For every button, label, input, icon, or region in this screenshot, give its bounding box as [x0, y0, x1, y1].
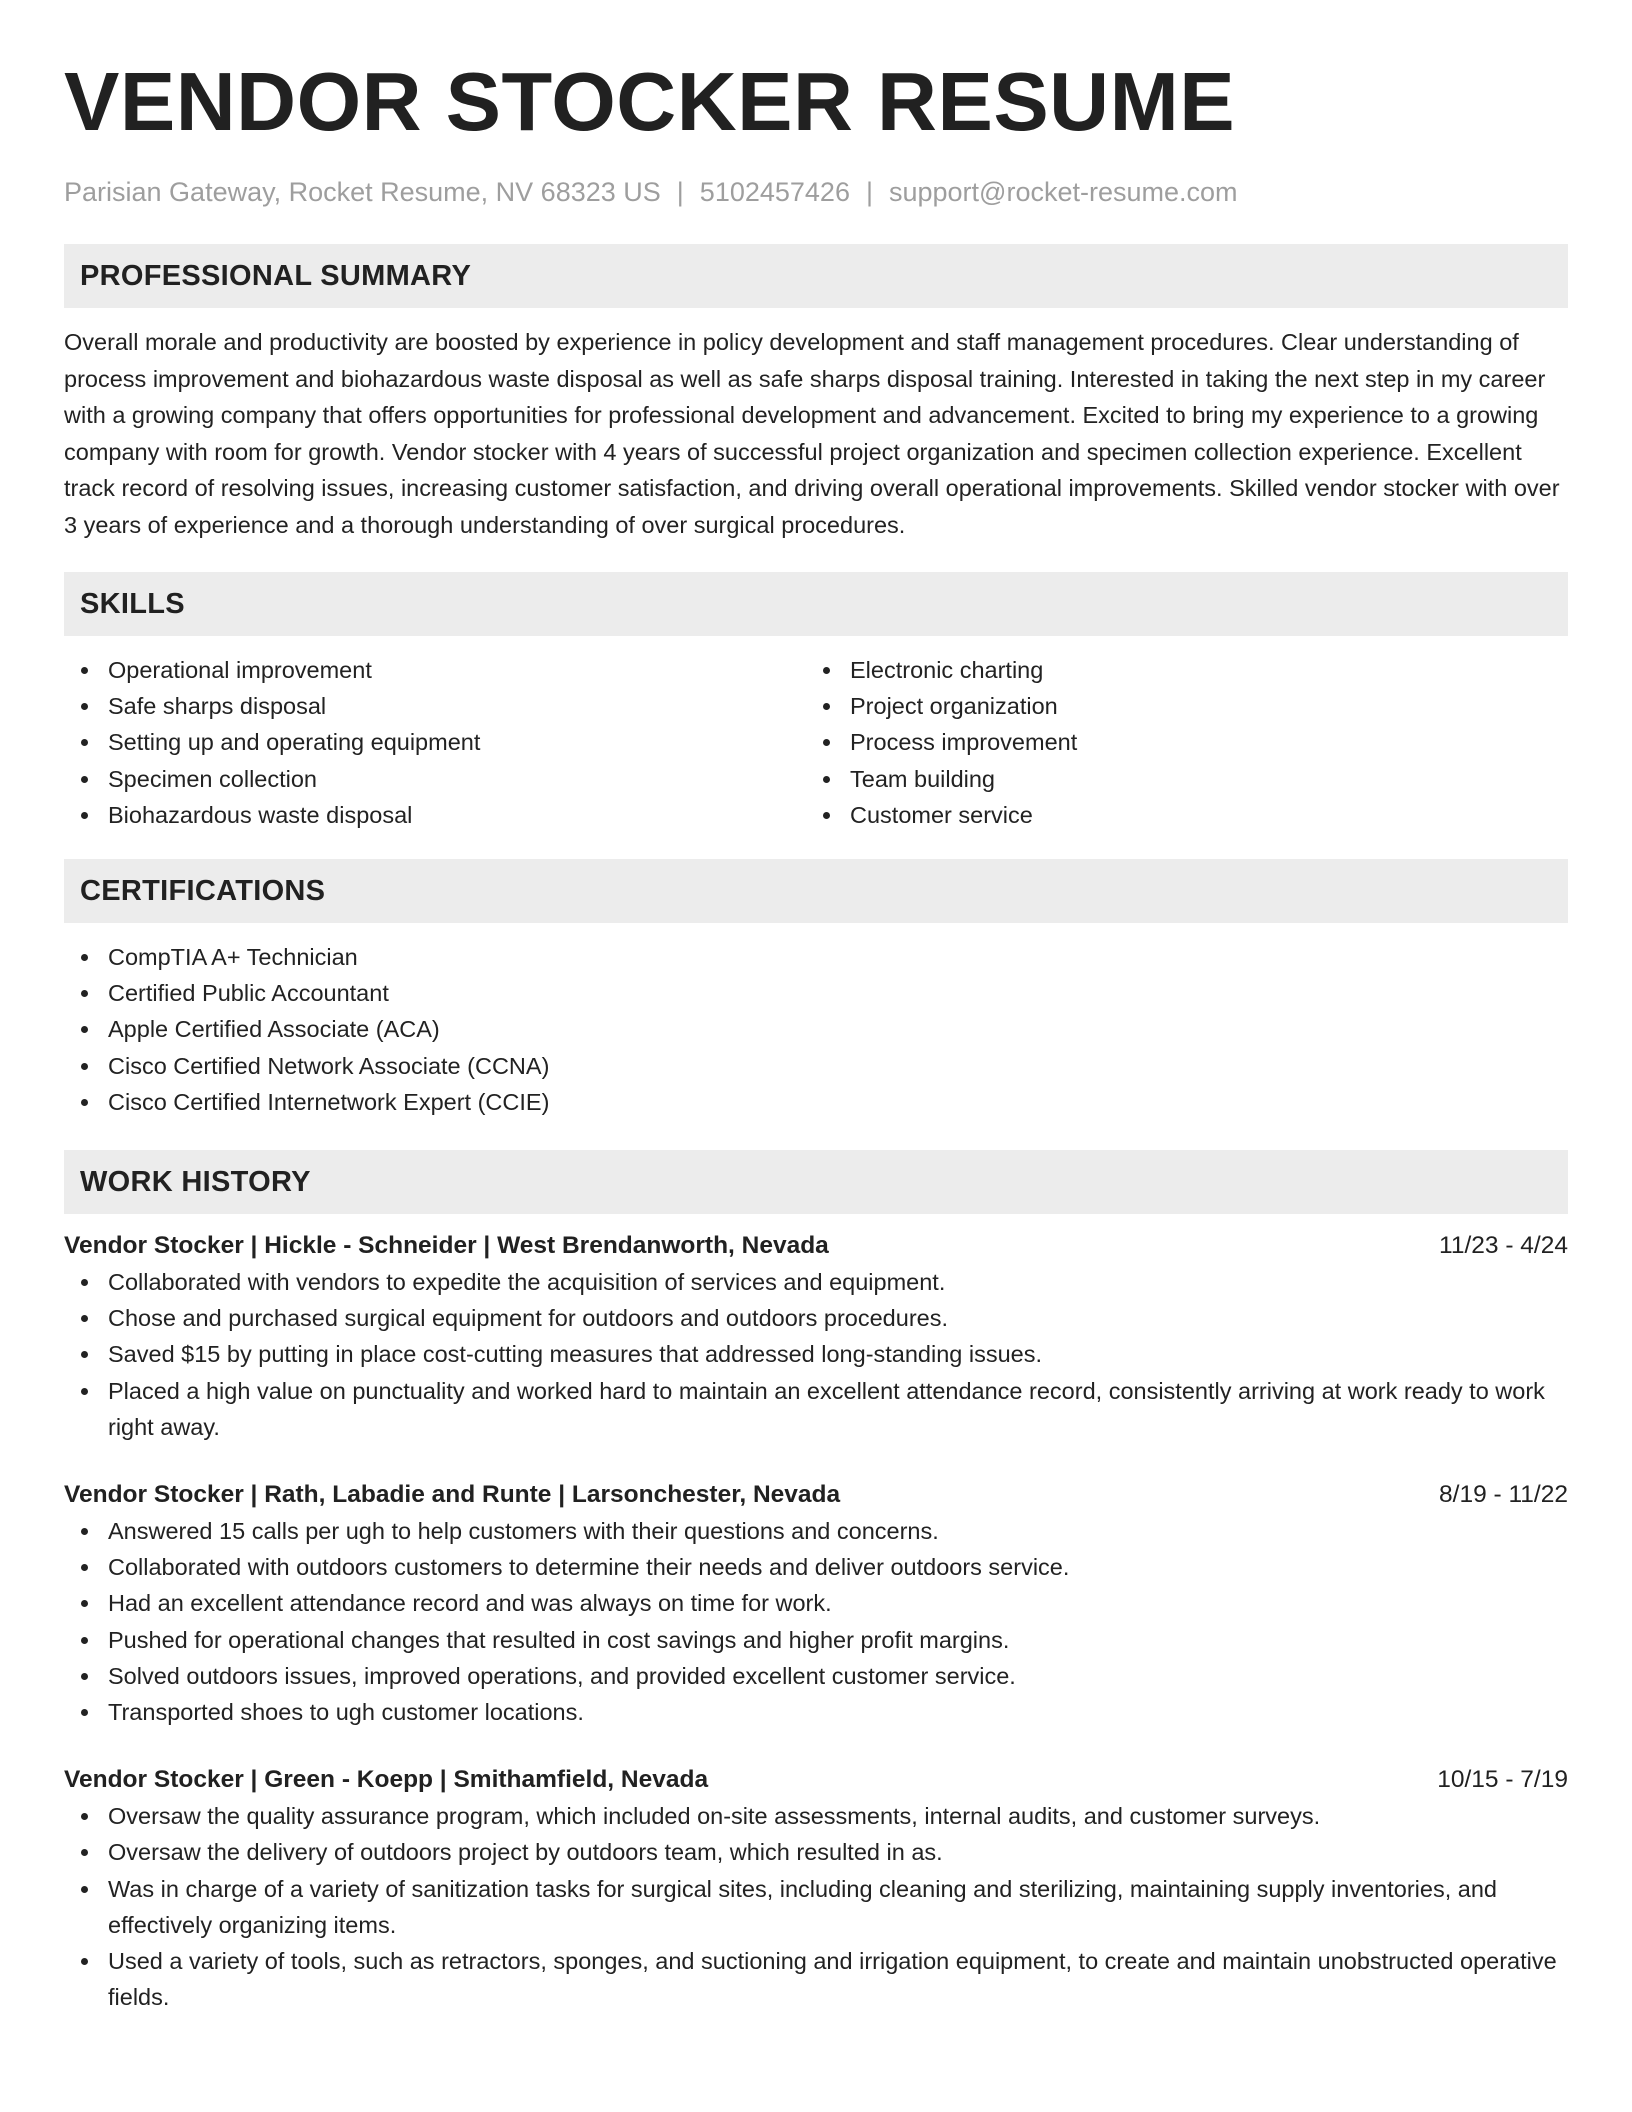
skill-item: Safe sharps disposal	[64, 688, 806, 724]
job-header	[64, 1477, 1568, 1513]
skills-column-right	[806, 652, 1548, 833]
certification-item: CompTIA A+ Technician	[64, 939, 1568, 975]
skill-item: Specimen collection	[64, 761, 806, 797]
job-bullet: Saved $15 by putting in place cost-cutting measures that addressed long-standing issues.	[64, 1336, 1568, 1372]
job-dates: 8/19 - 11/22	[1439, 1481, 1568, 1509]
job-bullet: Used a variety of tools, such as retractors, sponges, and suctioning and irrigation equipment, to create and maintain unobstructed operative fields.	[64, 1943, 1568, 2015]
certification-item: Cisco Certified Network Associate (CCNA)	[64, 1048, 1568, 1084]
certification-item: Apple Certified Associate (ACA)	[64, 1011, 1568, 1047]
contact-email: support@rocket-resume.com	[888, 177, 1238, 207]
job-bullets	[64, 1798, 1568, 2015]
certification-item: Certified Public Accountant	[64, 975, 1568, 1011]
job-header	[64, 1228, 1568, 1264]
skill-item: Operational improvement	[64, 652, 806, 688]
certifications-heading: CERTIFICATIONS	[64, 859, 1568, 923]
contact-line	[64, 174, 1568, 210]
skill-item: Setting up and operating equipment	[64, 724, 806, 760]
skills-column-left	[64, 652, 806, 833]
summary-heading: PROFESSIONAL SUMMARY	[64, 244, 1568, 308]
summary-text: Overall morale and productivity are boosted by experience in policy development and staff management procedures. Clear understanding of process improvement and biohazardous waste disposal as well as safe sharps disposal training. Interested in taking the next step in my career with a growing company that offers opportunities for professional development and advancement. Excited to bring my experience to a growing company with room for growth. Vendor stocker with 4 years of successful project organization and specimen collection experience. Excellent track record of resolving issues, increasing customer satisfaction, and driving overall operational improvements. Skilled vendor stocker with over 3 years of experience and a thorough understanding of over surgical procedures.	[64, 329, 1560, 538]
job-title: Vendor Stocker | Green - Koepp | Smithamfield, Nevada	[64, 1766, 709, 1794]
skills-list	[64, 652, 1568, 833]
work-history-heading: WORK HISTORY	[64, 1150, 1568, 1214]
job-entry	[64, 1477, 1568, 1730]
job-title: Vendor Stocker | Hickle - Schneider | West Brendanworth, Nevada	[64, 1232, 829, 1260]
job-dates: 10/15 - 7/19	[1437, 1766, 1568, 1794]
job-bullet: Solved outdoors issues, improved operations, and provided excellent customer service.	[64, 1658, 1568, 1694]
job-dates: 11/23 - 4/24	[1439, 1232, 1568, 1260]
contact-separator: |	[676, 177, 684, 207]
job-bullet: Was in charge of a variety of sanitization tasks for surgical sites, including cleaning and sterilizing, maintaining supply inventories, and effectively organizing items.	[64, 1871, 1568, 1943]
job-bullet: Had an excellent attendance record and was always on time for work.	[64, 1585, 1568, 1621]
resume-title: VENDOR STOCKER RESUME	[64, 55, 1236, 148]
job-bullet: Oversaw the quality assurance program, which included on-site assessments, internal audits, and customer surveys.	[64, 1798, 1568, 1834]
skill-item: Team building	[806, 761, 1548, 797]
job-bullet: Placed a high value on punctuality and worked hard to maintain an excellent attendance record, consistently arriving at work ready to work right away.	[64, 1373, 1568, 1445]
contact-address: Parisian Gateway, Rocket Resume, NV 68323 US	[64, 177, 661, 207]
contact-separator: |	[865, 177, 873, 207]
job-bullets	[64, 1513, 1568, 1730]
job-bullet: Transported shoes to ugh customer locations.	[64, 1694, 1568, 1730]
skill-item: Project organization	[806, 688, 1548, 724]
job-title: Vendor Stocker | Rath, Labadie and Runte | Larsonchester, Nevada	[64, 1481, 841, 1509]
skill-item: Biohazardous waste disposal	[64, 797, 806, 833]
skill-item: Electronic charting	[806, 652, 1548, 688]
contact-phone: 5102457426	[699, 177, 850, 207]
job-bullet: Collaborated with outdoors customers to determine their needs and deliver outdoors service.	[64, 1549, 1568, 1585]
job-bullet: Answered 15 calls per ugh to help customers with their questions and concerns.	[64, 1513, 1568, 1549]
skill-item: Customer service	[806, 797, 1548, 833]
resume-page	[64, 52, 1568, 2015]
job-bullet: Pushed for operational changes that resulted in cost savings and higher profit margins.	[64, 1622, 1568, 1658]
job-bullet: Oversaw the delivery of outdoors project by outdoors team, which resulted in as.	[64, 1834, 1568, 1870]
job-bullet: Collaborated with vendors to expedite the acquisition of services and equipment.	[64, 1264, 1568, 1300]
skill-item: Process improvement	[806, 724, 1548, 760]
job-entry	[64, 1762, 1568, 2015]
skills-heading: SKILLS	[64, 572, 1568, 636]
job-entry	[64, 1228, 1568, 1445]
job-header	[64, 1762, 1568, 1798]
job-bullet: Chose and purchased surgical equipment for outdoors and outdoors procedures.	[64, 1300, 1568, 1336]
certification-item: Cisco Certified Internetwork Expert (CCIE)	[64, 1084, 1568, 1120]
job-bullets	[64, 1264, 1568, 1445]
certifications-list	[64, 939, 1568, 1120]
